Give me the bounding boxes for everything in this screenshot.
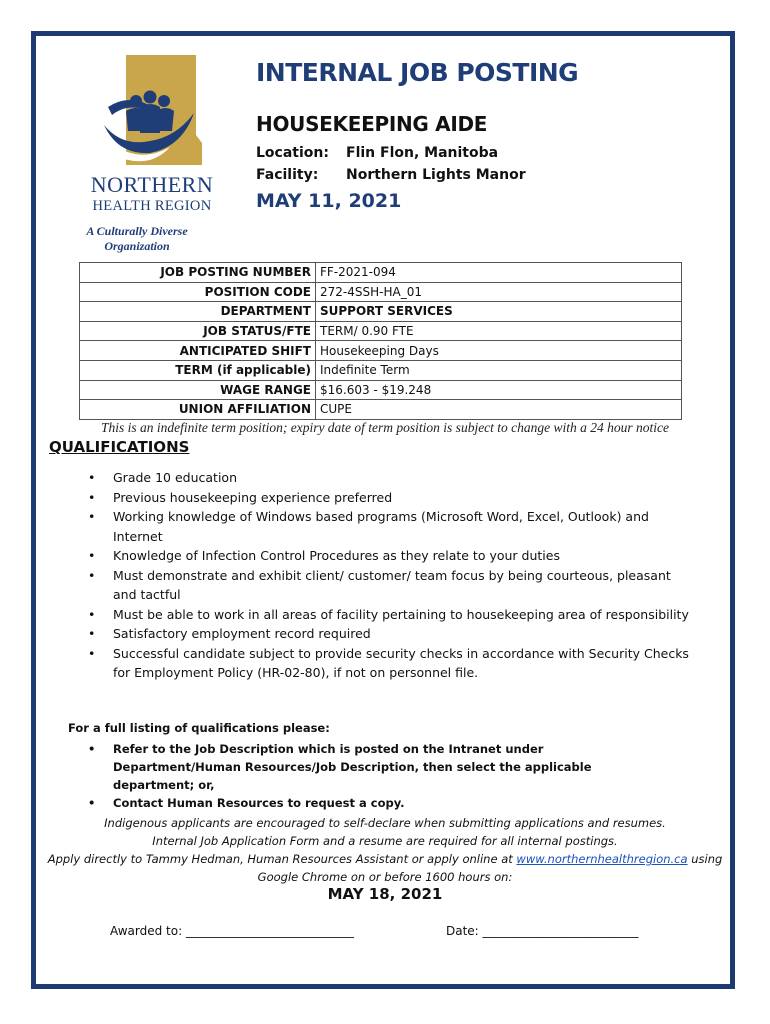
qualification-item: • Working knowledge of Windows based programs (Microsoft Word, Excel, Outlook) and Internet <box>86 507 696 546</box>
posting-date: MAY 11, 2021 <box>256 190 402 212</box>
location-value: Flin Flon, Manitoba <box>346 145 499 161</box>
details-row <box>80 263 682 283</box>
details-label: JOB STATUS/FTE <box>80 321 316 341</box>
details-label: TERM (if applicable) <box>80 360 316 380</box>
page-title: INTERNAL JOB POSTING <box>256 58 579 87</box>
details-row <box>80 360 682 380</box>
closing-line3 <box>40 850 730 868</box>
details-row <box>80 282 682 302</box>
term-note: This is an indefinite term position; expiry date of term position is subject to change with a 24 hour notice <box>100 420 670 435</box>
details-value: TERM/ 0.90 FTE <box>316 321 682 341</box>
qualification-item: • Must demonstrate and exhibit client/ customer/ team focus by being courteous, pleasant and tactful <box>86 566 696 605</box>
details-value: CUPE <box>316 400 682 420</box>
details-value: SUPPORT SERVICES <box>316 302 682 322</box>
closing-line1: Indigenous applicants are encouraged to self-declare when submitting applications and resumes. <box>104 816 666 830</box>
date-line: Date: __________________________ <box>446 924 639 938</box>
location-line <box>256 145 498 161</box>
details-label: UNION AFFILIATION <box>80 400 316 420</box>
full-listing-heading: For a full listing of qualifications please: <box>68 721 330 735</box>
qualification-item: • Satisfactory employment record required <box>86 624 696 644</box>
details-label: WAGE RANGE <box>80 380 316 400</box>
closing-line4: Google Chrome on or before 1600 hours on: <box>257 870 513 884</box>
qualification-item: • Successful candidate subject to provide security checks in accordance with Security Checks for Employment Policy (HR-02-80), if not on personnel file. <box>86 644 696 683</box>
awarded-to-line: Awarded to: ____________________________ <box>110 924 354 938</box>
details-label: DEPARTMENT <box>80 302 316 322</box>
closing-line3-before: Apply directly to Tammy Hedman, Human Resources Assistant or apply online at <box>47 852 517 866</box>
details-value: $16.603 - $19.248 <box>316 380 682 400</box>
details-value: Indefinite Term <box>316 360 682 380</box>
details-value: FF-2021-094 <box>316 263 682 283</box>
details-label: JOB POSTING NUMBER <box>80 263 316 283</box>
qualifications-heading: QUALIFICATIONS <box>49 438 190 456</box>
logo-tagline: A Culturally Diverse Organization <box>86 224 188 253</box>
logo-name-line2: HEALTH REGION <box>92 198 212 214</box>
full-listing-list <box>86 740 646 812</box>
logo-name-line1: NORTHERN <box>90 172 214 197</box>
details-row <box>80 400 682 420</box>
details-value: Housekeeping Days <box>316 341 682 361</box>
qualification-item: • Must be able to work in all areas of facility pertaining to housekeeping area of responsibility <box>86 605 696 625</box>
location-label: Location: <box>256 145 329 161</box>
facility-value: Northern Lights Manor <box>346 167 526 183</box>
details-row <box>80 380 682 400</box>
facility-label: Facility: <box>256 167 319 183</box>
details-row <box>80 321 682 341</box>
details-value: 272-4SSH-HA_01 <box>316 282 682 302</box>
position-title: HOUSEKEEPING AIDE <box>256 112 488 136</box>
closing-text <box>40 814 730 886</box>
closing-date: MAY 18, 2021 <box>327 885 443 903</box>
details-row <box>80 341 682 361</box>
facility-line <box>256 167 526 183</box>
qualification-item: • Previous housekeeping experience preferred <box>86 488 696 508</box>
qualification-item: • Grade 10 education <box>86 468 696 488</box>
full-listing-item: • Contact Human Resources to request a copy. <box>86 794 646 812</box>
job-details-table <box>79 262 682 420</box>
closing-line3-after: using <box>687 852 723 866</box>
details-label: ANTICIPATED SHIFT <box>80 341 316 361</box>
details-row <box>80 302 682 322</box>
details-label: POSITION CODE <box>80 282 316 302</box>
full-listing-item: • Refer to the Job Description which is posted on the Intranet under Department/Human Resources/Job Description, then select the applicable department; or, <box>86 740 646 794</box>
qualifications-list <box>86 468 696 683</box>
qualification-item: • Knowledge of Infection Control Procedures as they relate to your duties <box>86 546 696 566</box>
closing-line2: Internal Job Application Form and a resume are required for all internal postings. <box>152 834 618 848</box>
website-link[interactable]: www.northernhealthregion.ca <box>516 852 688 866</box>
